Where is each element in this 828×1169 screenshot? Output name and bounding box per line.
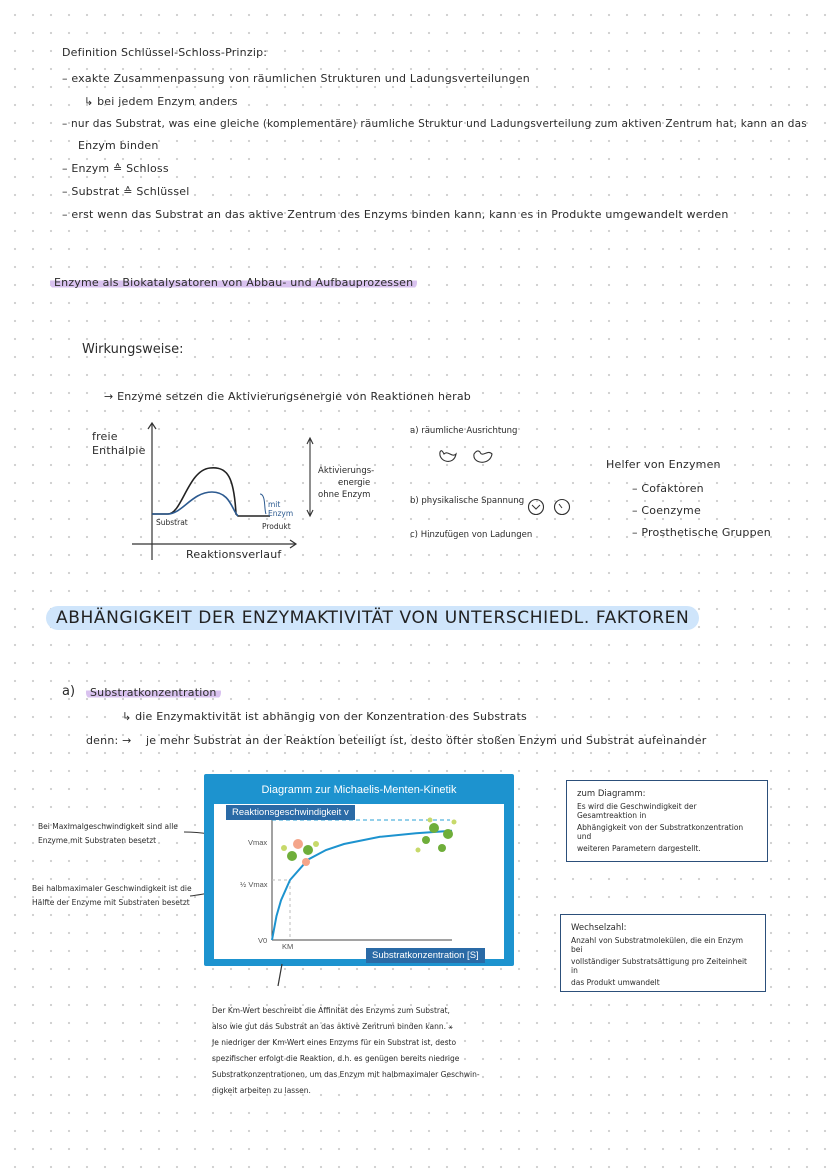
note-vmax-1: Bei Maximalgeschwindigkeit sind alle [38,822,178,831]
curve-with-enzyme [152,492,238,516]
definition-line-7: – erst wenn das Substrat an das aktive Zentrum des Enzyms binden kann, kann es in Produkte umgewandelt werden [62,208,729,221]
km-note-line-2: also wie gut das Substrat an das aktive Zentrum binden kann. ⚹ [212,1022,453,1031]
spatial-orientation-icon [436,446,496,468]
wirkungsweise-line: → Enzyme setzen die Aktivierungsenergie von Reaktionen herab [104,390,471,403]
substratkonzentration-title: Substratkonzentration [86,686,221,699]
substrat-line-1: ↳ die Enzymaktivität ist abhängig von der Konzentration des Substrats [122,710,527,723]
enthalpie-label-2: Enthalpie [92,444,146,457]
mm-km-tick: KM [282,942,294,951]
mm-vmax-tick: Vmax [248,838,268,847]
enthalpie-label-1: freie [92,430,118,443]
substrat-line-2: je mehr Substrat an der Reaktion beteiligt ist, desto öfter stoßen Enzym und Substrat aufeinander [146,734,707,747]
diagram-note-line-2: Abhängigkeit von der Substratkonzentration und [577,823,744,841]
note-vmax-2: Enzyme mit Substraten besetzt [38,836,157,845]
aktivierungsenergie-2: energie [338,478,371,488]
km-note-line-5: Substratkonzentrationen, um das Enzym mit halbmaximaler Geschwin- [212,1070,480,1079]
note-half-vmax-2: Hälfte der Enzyme mit Substraten besetzt [32,898,190,907]
wechselzahl-line-2: vollständiger Substratsättigung pro Zeiteinheit in [571,957,747,975]
wechselzahl-title: Wechselzahl: [571,923,627,933]
wirkungsweise-title: Wirkungsweise: [82,342,184,357]
km-note-line-6: digkeit arbeiten zu lassen. [212,1086,311,1095]
with-enzyme-bracket [260,494,266,514]
diagram-note-line-1: Es wird die Geschwindigkeit der Gesamtreaktion in [577,802,697,820]
physical-tension-icon [526,496,576,518]
enzym-label: Enzym [268,509,294,518]
helfer-cofaktoren: – Cofaktoren [632,482,704,495]
definition-line-1: – exakte Zusammenpassung von räumlichen Strukturen und Ladungsverteilungen [62,72,530,85]
mm-chart-title: Diagramm zur Michaelis-Menten-Kinetik [261,784,457,796]
diagram-note-title: zum Diagramm: [577,789,646,799]
michaelis-menten-chart [204,774,514,966]
km-pointer-line [272,962,292,990]
aktivierungsenergie-3: ohne Enzym [318,490,371,500]
mechanism-b: b) physikalische Spannung [410,496,525,506]
wechselzahl-box [560,914,766,992]
wechselzahl-line-3: das Produkt umwandelt [571,978,660,987]
substrat-label: Substrat [156,518,188,527]
definition-line-5: – Enzym ≙ Schloss [62,162,169,175]
mm-x-axis-label: Substratkonzentration [S] [366,948,485,963]
section-a-label: a) [62,684,76,699]
mechanism-c: c) Hinzufügen von Ladungen [410,530,533,540]
produkt-label: Produkt [262,522,291,531]
mm-half-vmax-tick: ½ Vmax [240,880,268,889]
helfer-coenzyme: – Coenzyme [632,504,701,517]
definition-line-6: – Substrat ≙ Schlüssel [62,185,190,198]
km-note-line-1: Der Km-Wert beschreibt die Affinität des Enzyms zum Substrat, [212,1006,450,1015]
aktivierungsenergie-1: Aktivierungs- [318,466,375,476]
definition-line-4: Enzym binden [78,139,159,152]
note-half-vmax-1: Bei halbmaximaler Geschwindigkeit ist die [32,884,192,893]
reaktionsverlauf-label: Reaktionsverlauf [186,548,282,561]
denn-label: denn: → [86,734,132,747]
mm-y-axis-label: Reaktionsgeschwindigkeit v [226,805,355,820]
helfer-prosthetische-gruppen: – Prosthetische Gruppen [632,526,771,539]
mit-label: mit [268,500,281,509]
abhaengigkeit-heading: ABHÄNGIGKEIT DER ENZYMAKTIVITÄT VON UNTERSCHIEDL. FAKTOREN [46,606,699,630]
helfer-title: Helfer von Enzymen [606,458,721,471]
mm-enzyme-cluster-left [281,839,319,866]
wechselzahl-line-1: Anzahl von Substratmolekülen, die ein Enzym bei [571,936,744,954]
definition-title: Definition Schlüssel-Schloss-Prinzip: [62,46,268,59]
diagram-note-line-3: weiteren Parametern dargestellt. [577,844,701,853]
definition-line-3: – nur das Substrat, was eine gleiche (komplementäre) räumliche Struktur und Ladungsverteilung zum aktiven Zentrum hat, kann an das [62,118,807,130]
km-note-line-3: Je niedriger der Km-Wert eines Enzyms für ein Substrat ist, desto [212,1038,457,1047]
km-note-line-4: spezifischer erfolgt die Reaktion, d.h. es genügen bereits niedrige [212,1054,460,1063]
mm-enzyme-cluster-right [416,818,457,853]
diagram-note-box [566,780,768,862]
definition-line-2: ↳ bei jedem Enzym anders [84,95,238,108]
biokatalysatoren-heading: Enzyme als Biokatalysatoren von Abbau- und Aufbauprozessen [50,276,417,289]
mm-v0-tick: V0 [258,936,268,945]
mechanism-a: a) räumliche Ausrichtung [410,426,518,436]
energy-diagram [120,418,430,568]
